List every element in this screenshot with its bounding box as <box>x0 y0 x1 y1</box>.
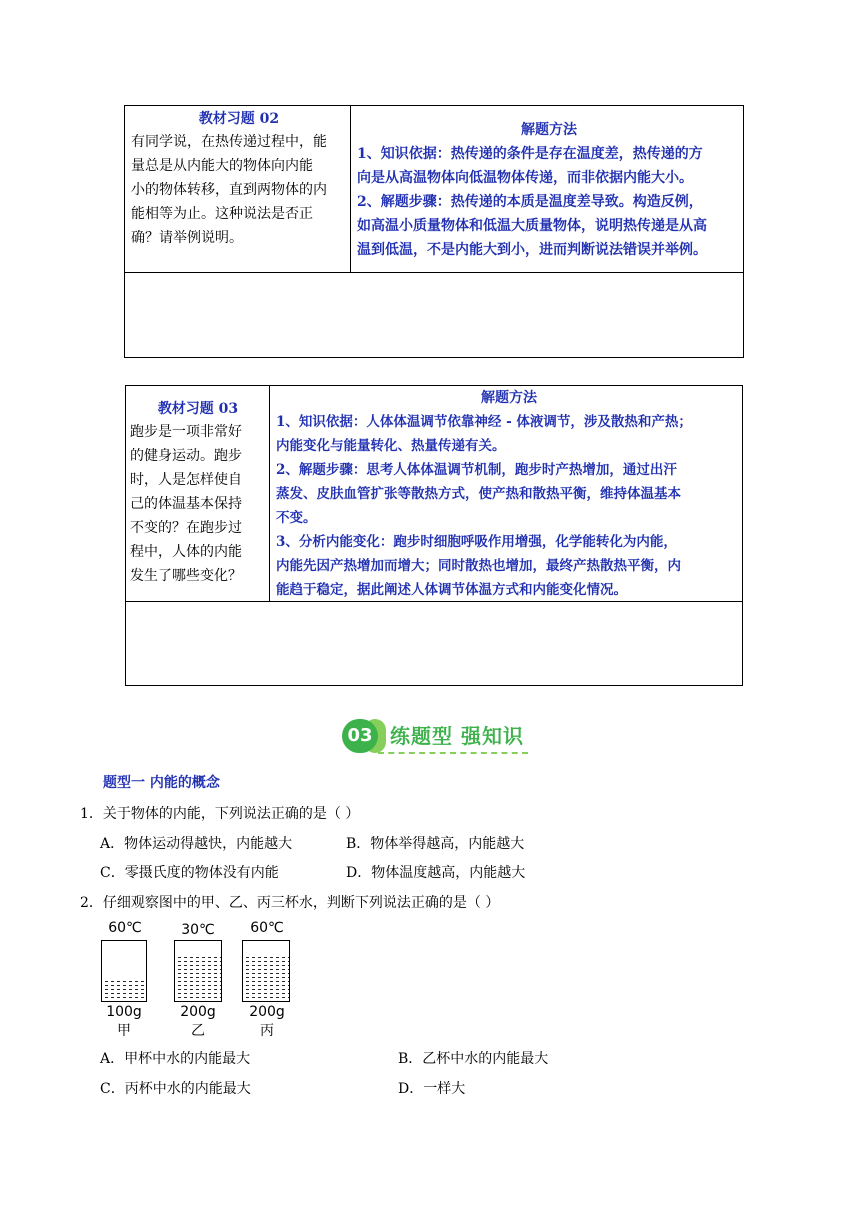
method-cell <box>357 118 741 262</box>
question-line: 小的物体转移，直到两物体的内 <box>131 182 327 198</box>
method-line: 2、解题步骤：热传递的本质是温度差导致。构造反例， <box>357 194 703 210</box>
method-title: 解题方法 <box>481 390 537 406</box>
option-d: D．物体温度越高，内能越大 <box>346 865 526 881</box>
water-level <box>175 956 221 1001</box>
method-line: 不变。 <box>276 510 317 526</box>
exercise-02-table <box>124 105 744 358</box>
beaker <box>242 940 290 1002</box>
question-line: 跑步是一项非常好 <box>130 424 242 440</box>
method-line: 1、知识依据：人体体温调节依靠神经 - 体液调节，涉及散热和产热； <box>276 414 692 430</box>
method-title: 解题方法 <box>521 122 577 138</box>
question-2-stem: 2．仔细观察图中的甲、乙、丙三杯水，判断下列说法正确的是（ ） <box>80 895 500 911</box>
exercise-question <box>131 130 347 250</box>
section-heading: 题型一 内能的概念 <box>103 775 220 791</box>
question-line: 有同学说，在热传递过程中，能 <box>131 134 327 150</box>
method-line: 2、解题步骤：思考人体体温调节机制，跑步时产热增加，通过出汗 <box>276 462 677 478</box>
water-level <box>102 980 146 1001</box>
question-1-stem: 1．关于物体的内能，下列说法正确的是（ ） <box>80 806 360 822</box>
option-c: C．丙杯中水的内能最大 <box>100 1081 251 1097</box>
exercise-question <box>130 420 266 588</box>
question-line: 量总是从内能大的物体向内能 <box>131 158 313 174</box>
question-line: 的健身运动。跑步 <box>130 448 242 464</box>
method-line: 3、分析内能变化：跑步时细胞呼吸作用增强，化学能转化为内能， <box>276 534 677 550</box>
method-line: 蒸发、皮肤血管扩张等散热方式，使产热和散热平衡，维持体温基本 <box>276 486 681 502</box>
column-divider <box>350 106 351 272</box>
beaker-temp: 60℃ <box>108 920 142 936</box>
beaker <box>101 940 147 1002</box>
exercise-title: 教材习题 03 <box>157 401 239 417</box>
beaker <box>174 940 222 1002</box>
option-c: C．零摄氏度的物体没有内能 <box>100 865 279 881</box>
exercise-title: 教材习题 02 <box>198 111 280 127</box>
beaker-temp: 60℃ <box>250 920 284 936</box>
method-line: 如高温小质量物体和低温大质量物体，说明热传递是从高 <box>357 218 707 234</box>
section-banner-title: 练题型 强知识 <box>390 724 524 748</box>
beaker-name: 乙 <box>191 1023 205 1039</box>
option-b: B．乙杯中水的内能最大 <box>398 1051 549 1067</box>
method-line: 内能变化与能量转化、热量传递有关。 <box>276 438 506 454</box>
exercise-03-table <box>125 385 743 686</box>
question-line: 程中，人体的内能 <box>130 544 242 560</box>
beaker-name: 甲 <box>117 1023 131 1039</box>
question-line: 确？请举例说明。 <box>131 230 243 246</box>
banner-underline <box>378 752 528 754</box>
option-b: B．物体举得越高，内能越大 <box>346 836 525 852</box>
beaker-mass: 200g <box>249 1004 285 1020</box>
question-line: 不变的？在跑步过 <box>130 520 242 536</box>
column-divider <box>269 386 270 601</box>
section-number-badge: 03 <box>342 719 378 753</box>
water-level <box>243 956 289 1001</box>
method-line: 向是从高温物体向低温物体传递，而非依据内能大小。 <box>357 170 693 186</box>
method-line: 内能先因产热增加而增大；同时散热也增加，最终产热散热平衡，内 <box>276 558 681 574</box>
option-a: A．甲杯中水的内能最大 <box>100 1051 251 1067</box>
beaker-mass: 100g <box>106 1004 142 1020</box>
question-line: 己的体温基本保持 <box>130 496 242 512</box>
beaker-temp: 30℃ <box>181 922 215 938</box>
option-a: A．物体运动得越快，内能越大 <box>100 836 293 852</box>
exercise-question-cell <box>131 108 347 250</box>
method-line: 1、知识依据：热传递的条件是存在温度差，热传递的方 <box>357 146 703 162</box>
row-divider <box>125 272 743 273</box>
beaker-mass: 200g <box>180 1004 216 1020</box>
beaker-figure <box>95 918 305 1038</box>
question-line: 时，人是怎样使自 <box>130 472 242 488</box>
option-d: D．一样大 <box>398 1081 466 1097</box>
question-line: 能相等为止。这种说法是否正 <box>131 206 313 222</box>
exercise-question-cell <box>130 398 266 588</box>
method-cell <box>276 386 742 602</box>
beaker-name: 丙 <box>260 1023 274 1039</box>
question-line: 发生了哪些变化？ <box>130 568 242 584</box>
method-line: 能趋于稳定，据此阐述人体调节体温方式和内能变化情况。 <box>276 582 627 598</box>
method-line: 温到低温，不是内能大到小，进而判断说法错误并举例。 <box>357 242 707 258</box>
section-banner <box>342 716 532 756</box>
